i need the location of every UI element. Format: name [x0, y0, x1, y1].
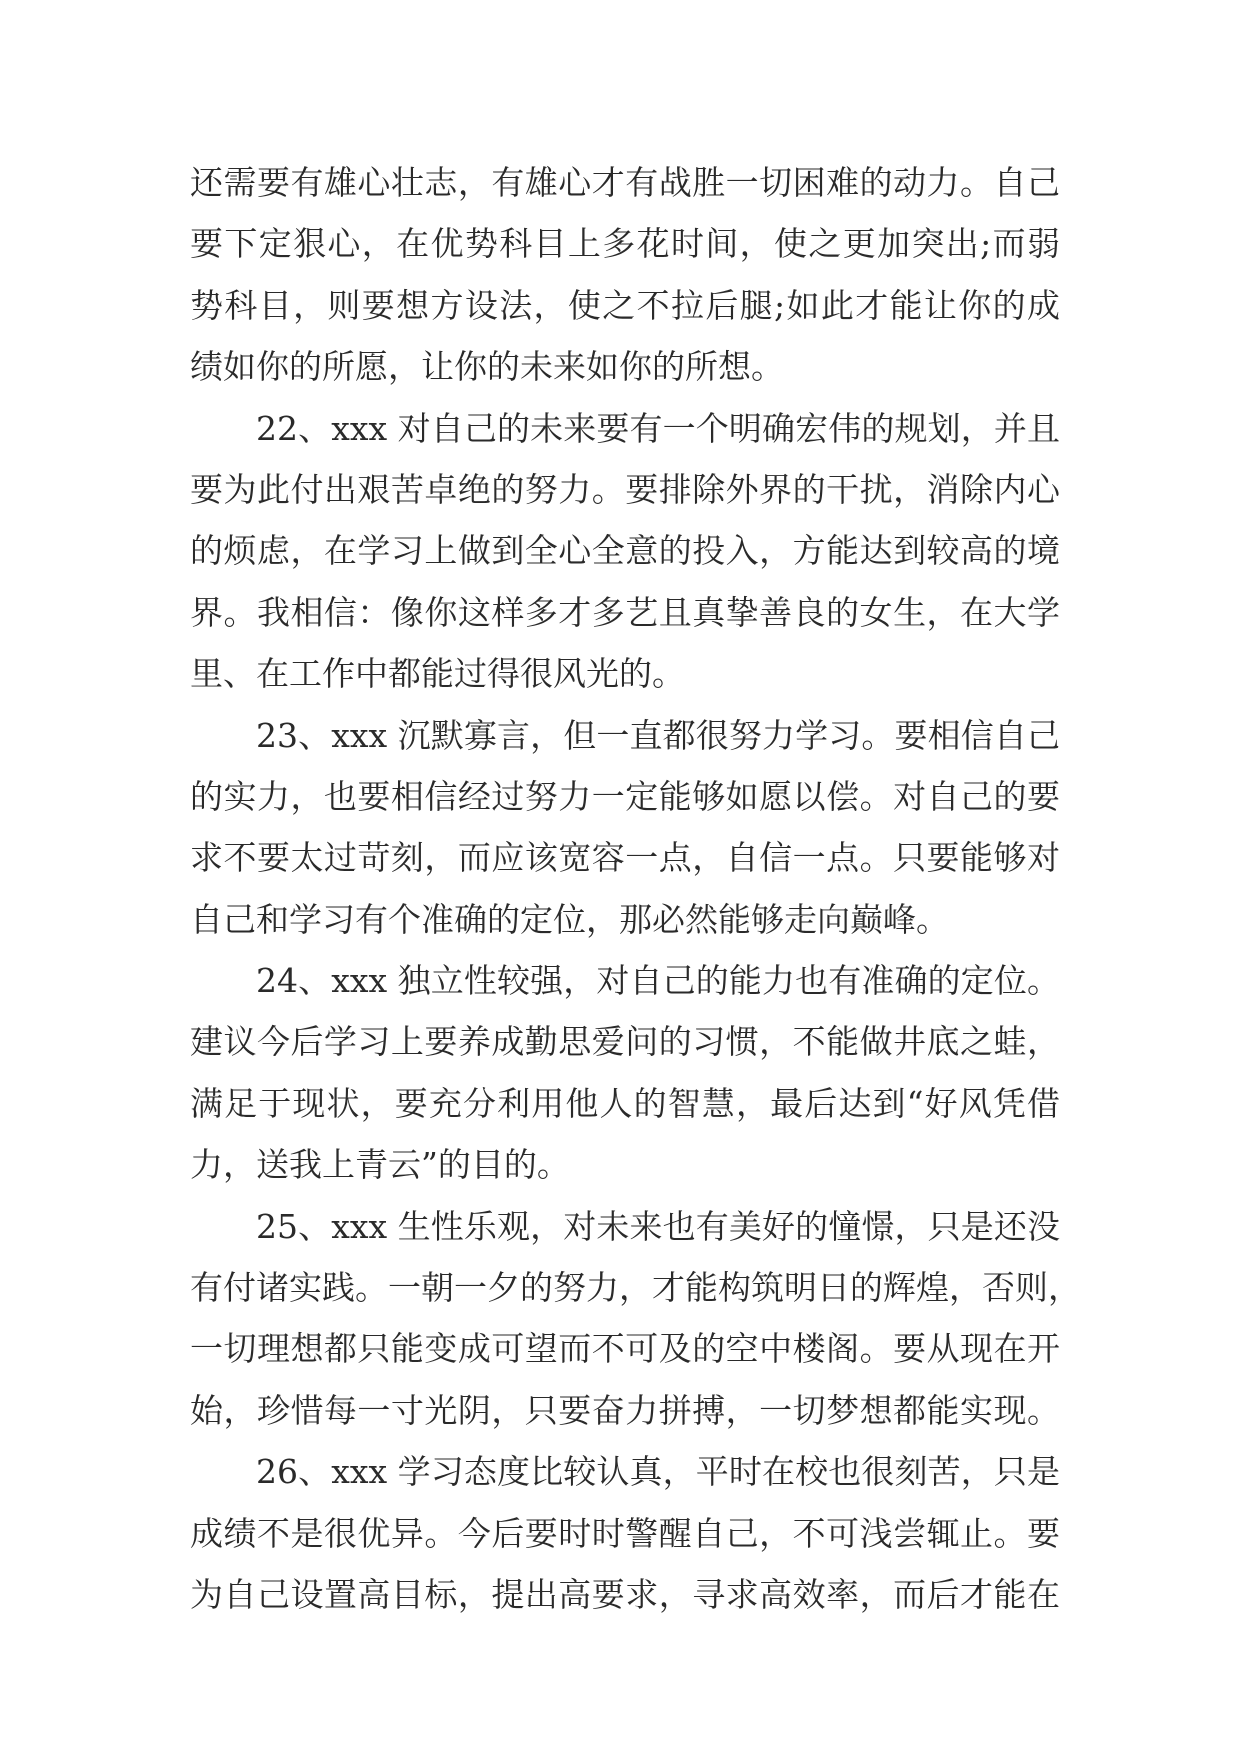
text-line: 始，珍惜每一寸光阴，只要奋力拼搏，一切梦想都能实现。	[190, 1390, 1060, 1430]
text-line: 绩如你的所愿，让你的未来如你的所想。	[190, 347, 784, 387]
text-line: 满足于现状，要充分利用他人的智慧，最后达到“好风凭借	[190, 1083, 1060, 1123]
text-line: 里、在工作中都能过得很风光的。	[190, 654, 685, 694]
text-line: 一切理想都只能变成可望而不可及的空中楼阁。要从现在开	[190, 1329, 1060, 1369]
text-line: 为自己设置高目标，提出高要求，寻求高效率，而后才能在	[190, 1574, 1060, 1614]
text-line: 成绩不是很优异。今后要时时警醒自己，不可浅尝辄止。要	[190, 1513, 1060, 1553]
text-line: 的实力，也要相信经过努力一定能够如愿以偿。对自己的要	[190, 776, 1060, 816]
paragraph-first-line: 25、xxx 生性乐观，对未来也有美好的憧憬，只是还没	[256, 1206, 1060, 1246]
paragraph-first-line: 24、xxx 独立性较强，对自己的能力也有准确的定位。	[256, 961, 1060, 1001]
document-body	[190, 152, 1081, 1625]
text-line: 求不要太过苛刻，而应该宽容一点，自信一点。只要能够对	[190, 838, 1060, 878]
text-line: 建议今后学习上要养成勤思爱问的习惯，不能做井底之蛙，	[190, 1022, 1060, 1062]
text-line: 有付诸实践。一朝一夕的努力，才能构筑明日的辉煌，否则，	[190, 1268, 1081, 1308]
text-line: 要为此付出艰苦卓绝的努力。要排除外界的干扰，消除内心	[190, 469, 1060, 509]
text-line: 要下定狠心，在优势科目上多花时间，使之更加突出;而弱	[190, 224, 1060, 264]
paragraph-first-line: 23、xxx 沉默寡言，但一直都很努力学习。要相信自己	[256, 715, 1060, 755]
text-line: 自己和学习有个准确的定位，那必然能够走向巅峰。	[190, 899, 949, 939]
text-line: 的烦虑，在学习上做到全心全意的投入，方能达到较高的境	[190, 531, 1060, 571]
paragraph-first-line: 22、xxx 对自己的未来要有一个明确宏伟的规划，并且	[256, 408, 1060, 448]
text-line: 界。我相信：像你这样多才多艺且真挚善良的女生，在大学	[190, 592, 1060, 632]
text-line: 还需要有雄心壮志，有雄心才有战胜一切困难的动力。自己	[190, 163, 1060, 202]
text-line: 力，送我上青云”的目的。	[190, 1145, 570, 1185]
text-line: 势科目，则要想方设法，使之不拉后腿;如此才能让你的成	[190, 285, 1060, 325]
paragraph-first-line: 26、xxx 学习态度比较认真，平时在校也很刻苦，只是	[256, 1452, 1060, 1492]
